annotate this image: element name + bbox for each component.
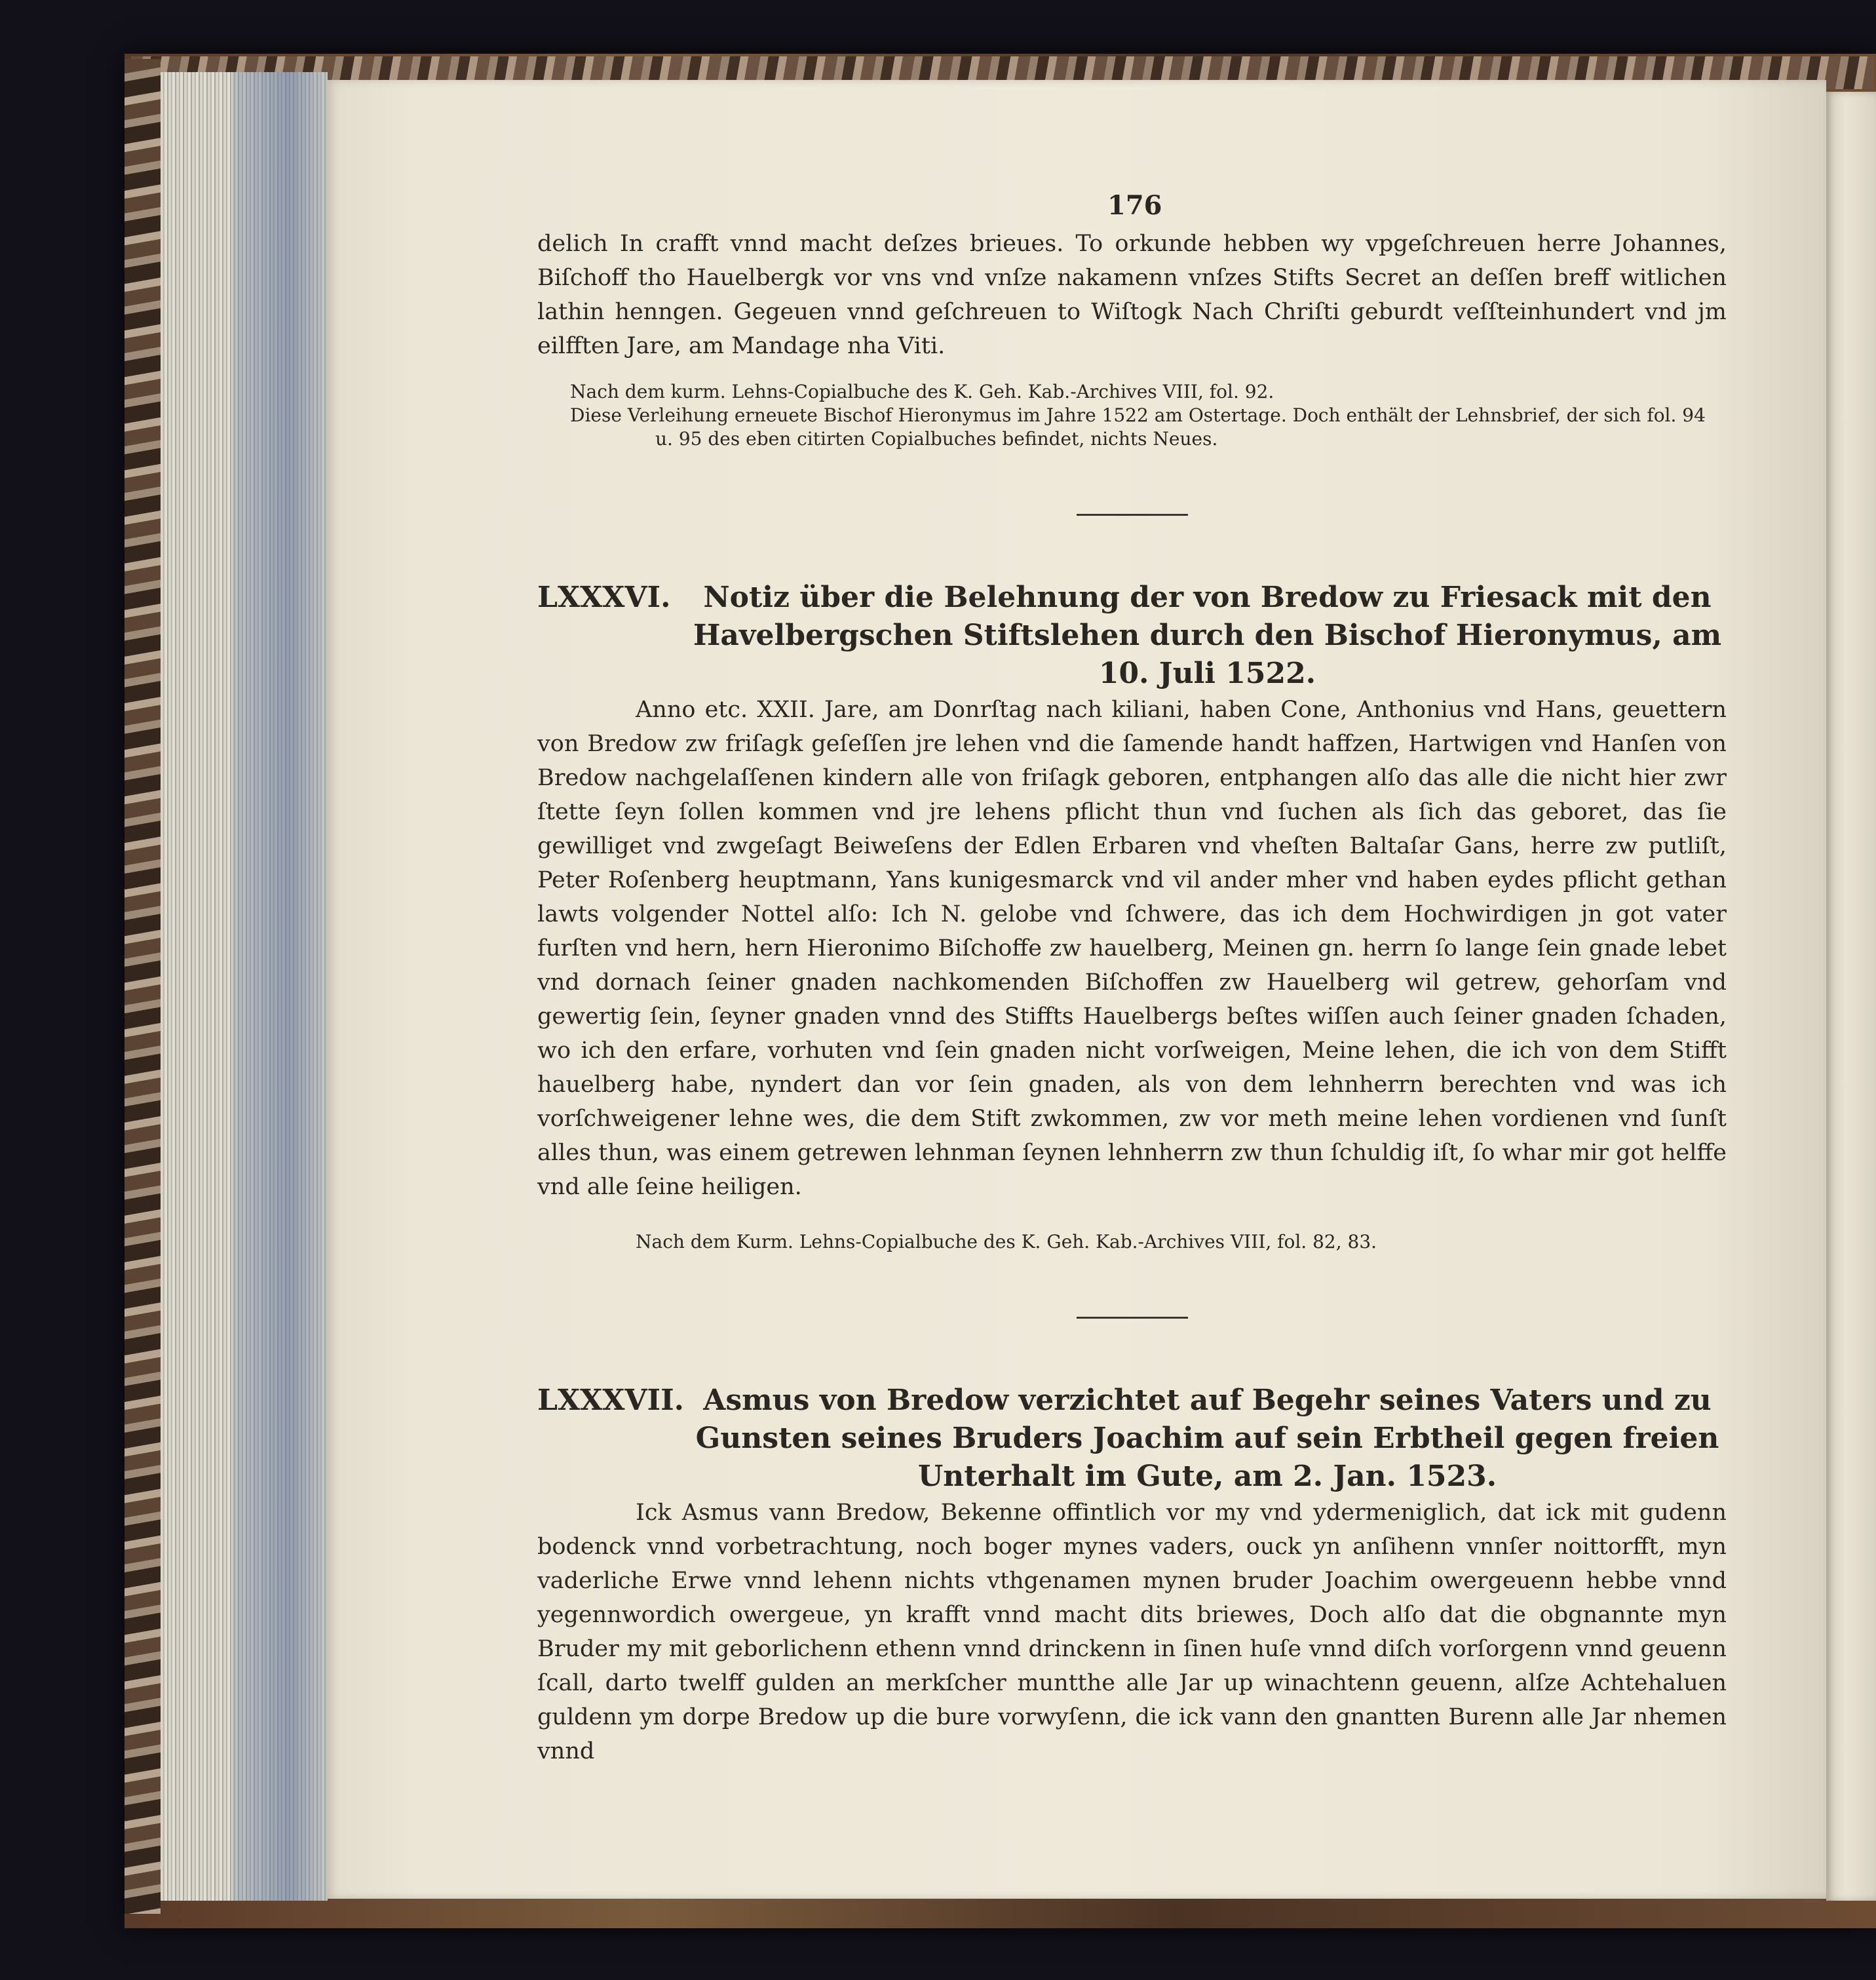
marbled-edge-left [124,59,161,1914]
section-heading [537,579,1727,693]
section-number: LXXXVII. [537,1384,684,1417]
page-number: 176 [1107,190,1162,221]
section-heading [537,1382,1727,1496]
section-body: Ick Asmus vann Bredow, Bekenne offintlich vor my vnd ydermeniglich, dat ick mit gudenn bodenck vnnd vorbetrachtung, noch boger mynes vaders, ouck yn anſihenn vnnſer noittorfft, myn vaderliche Erwe vnnd lehenn nichts vthgenamen mynen bruder Joachim owergeuenn hebbe vnnd yegennwordich owergeue, yn krafft vnnd macht dits briewes, Doch alſo dat die obgnannte myn Bruder my mit geborlichenn ethenn vnnd drinckenn in ſinen huſe vnnd diſch vorſorgenn vnnd geuenn ſcall, darto twelff gulden an merkſcher muntthe alle Jar up winachtenn geuenn, alſze Achtehaluen guldenn ym dorpe Bredow up die bure vorwyſenn, die ick vann den gnantten Burenn alle Jar nhemen vnnd [537,1500,1727,1764]
footnotes [537,380,1727,451]
section-title: Notiz über die Belehnung der von Bredow zu Friesack mit den Havelbergschen Stiftslehen durch den Bischof Hieronymus, am 10. Juli 1522. [693,581,1722,690]
page-content [537,190,1727,1768]
section-title: Asmus von Bredow verzichtet auf Begehr seines Vaters und zu Gunsten seines Bruders Joachim auf sein Erbtheil gegen freien Unterhalt im Gute, am 2. Jan. 1523. [695,1384,1719,1493]
facing-page-edge [1826,92,1876,1901]
section-number: LXXXVI. [537,581,671,614]
section-divider [1077,514,1188,516]
section-source-note: Nach dem Kurm. Lehns-Copialbuche des K. Geh. Kab.-Archives VIII, fol. 82, 83. [636,1231,1377,1252]
page-block-edges [161,72,328,1901]
section-body: Anno etc. XXII. Jare, am Donrſtag nach kiliani, haben Cone, Anthonius vnd Hans, geuettern von Bredow zw friſagk geſeſſen jre lehen vnd die ſamende handt haffzen, Hartwigen vnd Hanſen von Bredow nachgelaſſenen kindern alle von friſagk geboren, entphangen alſo das alle die nicht hier zwr ſtette ſeyn ſollen kommen vnd jre lehens pflicht thun vnd ſuchen als ſich das geboret, das ſie gewilliget vnd zwgeſagt Beiweſens der Edlen Erbaren vnd vheſten Baltaſar Gans, herre zw putliſt, Peter Roſenberg heuptmann, Yans kunigesmarck vnd vil ander mher vnd haben eydes pflicht gethan lawts volgender Nottel alſo: Ich N. gelobe vnd ſchwere, das ich dem Hochwirdigen jn got vater furſten vnd hern, hern Hieronimo Biſchoffe zw hauelberg, Meinen gn. herrn ſo lange ſein gnade lebet vnd dornach ſeiner gnaden nachkomenden Biſchoffen zw Hauelberg wil getrew, gehorſam vnd gewertig ſein, ſeyner gnaden vnnd des Stiffts Hauelbergs beſtes wiſſen auch ſeiner gnaden ſchaden, wo ich den erfare, vorhuten vnd ſein gnaden nicht vorſweigen, Meine lehen, die ich von dem Stifft hauelberg habe, nyndert dan vor ſein gnaden, als von dem lehnherrn berechten vnd was ich vorſchweigener lehne wes, die dem Stift zwkommen, zw vor meth meine lehen vordienen vnd ſunſt alles thun, was einem getrewen lehnman ſeynen lehnherrn zw thun ſchuldig iſt, ſo whar mir got helffe vnd alle ſeine heiligen. [537,697,1727,1200]
continuation-paragraph: delich In crafft vnnd macht deſzes brieues. To orkunde hebben wy vpgeſchreuen herre Johannes, Biſchoff tho Hauelbergk vor vns vnd vnſze nakamenn vnſzes Stifts Secret an deſſen breff witlichen lathin henngen. Gegeuen vnnd geſchreuen to Wiſtogk Nach Chriſti geburdt veſſteinhundert vnd jm eilfften Jare, am Mandage nha Viti. [537,231,1727,359]
source-note: Nach dem kurm. Lehns-Copialbuche des K. Geh. Kab.-Archives VIII, fol. 92. [570,381,1274,402]
remark-note: Diese Verleihung erneuete Bischof Hieronymus im Jahre 1522 am Ostertage. Doch enthält der Lehnsbrief, der sich fol. 94 u. 95 des eben citirten Copialbuches befindet, nichts Neues. [570,404,1706,450]
section-divider [1077,1317,1188,1319]
